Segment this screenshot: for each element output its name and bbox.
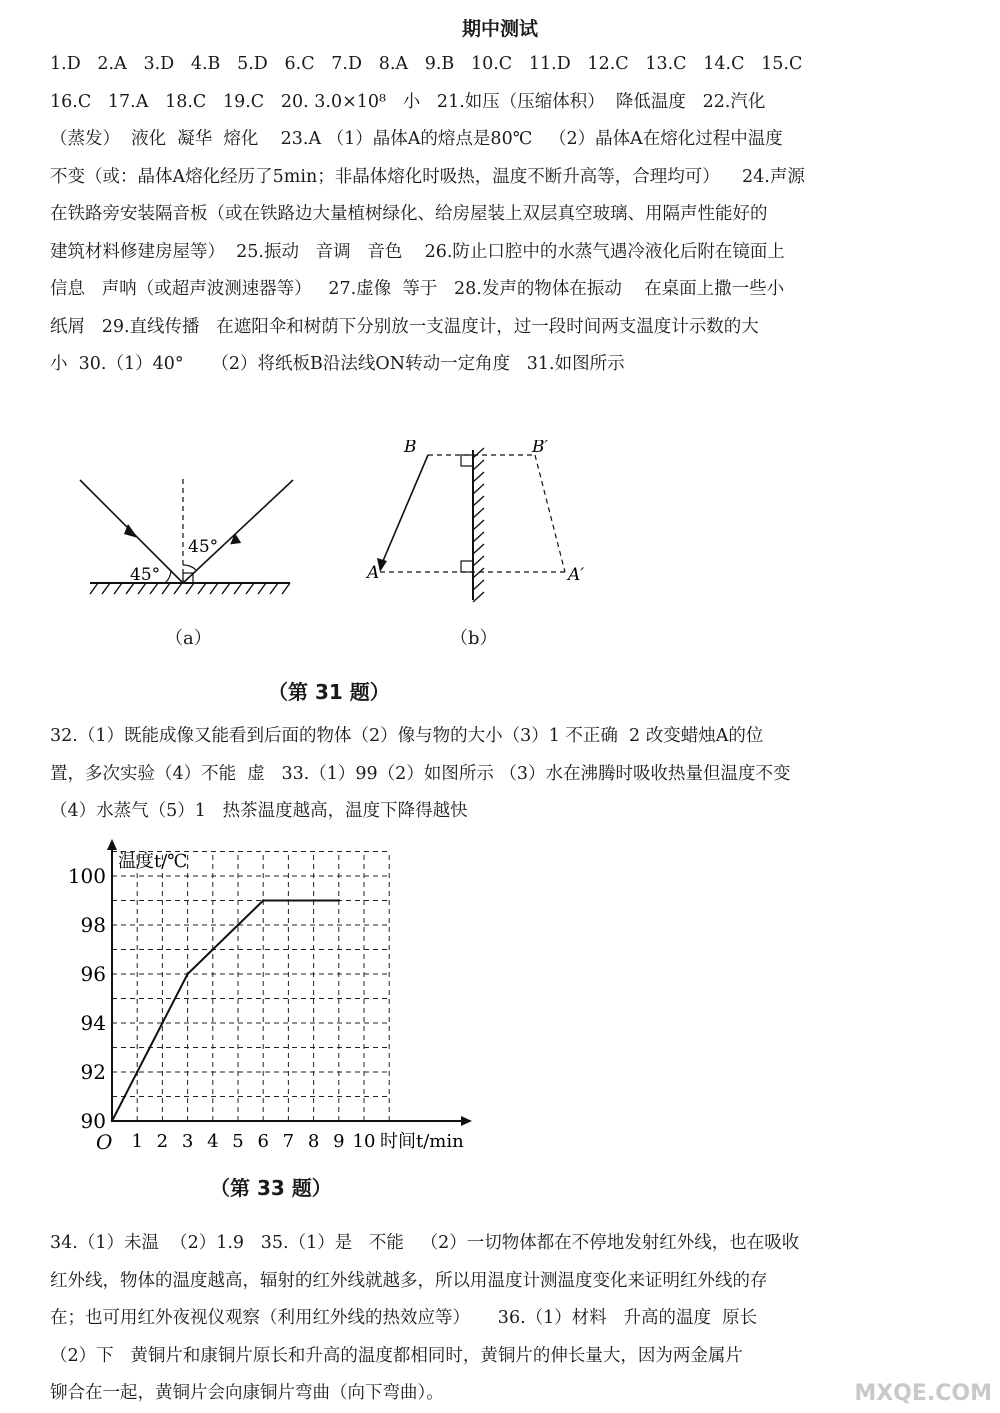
y-tick-label: 94 — [80, 1011, 106, 1035]
x-tick-label: 1 — [131, 1131, 143, 1152]
chart-grid — [112, 852, 389, 1122]
data-point — [262, 899, 264, 901]
figure-33-chart — [60, 835, 500, 1165]
data-point — [186, 973, 188, 975]
angle-label-incident: 45° — [130, 565, 161, 585]
x-tick-label: 7 — [282, 1131, 295, 1152]
data-point — [212, 948, 214, 950]
data-point — [111, 1120, 113, 1122]
x-tick-labels — [131, 1131, 375, 1152]
mirror-hatching — [90, 583, 290, 594]
reflected-ray — [183, 480, 293, 583]
y-tick-label: 92 — [80, 1060, 106, 1084]
y-tick-label: 90 — [80, 1109, 106, 1133]
data-point — [161, 1022, 163, 1024]
x-tick-label: 4 — [207, 1131, 219, 1152]
answers-block-2: 32.（1）既能成像又能看到后面的物体（2）像与物的大小（3）1 不正确 2 改变蜡烛A的位 置，多次实验（4）不能 虚 33.（1）99（2）如图所示 （3）水在沸腾时吸收热量但温度不变 （4）水蒸气（5）1 热茶温度越高，温度下降得越快 — [50, 726, 791, 821]
data-point — [237, 924, 239, 926]
y-tick-label: 100 — [67, 864, 106, 888]
watermark: MXQE.COM — [854, 1381, 992, 1406]
y-axis-arrow — [107, 839, 117, 850]
series-line-water-temperature — [112, 901, 339, 1122]
data-point — [136, 1071, 138, 1073]
y-tick-label: 98 — [80, 913, 106, 937]
y-tick-label: 96 — [80, 962, 106, 986]
data-point — [312, 899, 314, 901]
x-tick-label: 8 — [307, 1131, 320, 1152]
y-axis-title: 温度t/℃ — [118, 851, 188, 872]
right-angle-mark-bottom — [461, 561, 473, 572]
point-B-prime-label: B′ — [532, 440, 549, 457]
figure-33-caption: （第 33 题） — [210, 1176, 332, 1200]
figure-31a-reflection — [80, 475, 293, 594]
figure-31b-label: （b） — [450, 628, 498, 649]
point-A-prime-label: A′ — [568, 565, 585, 585]
data-point — [287, 899, 289, 901]
plane-mirror-hatching — [473, 448, 484, 602]
x-tick-label: 2 — [156, 1131, 169, 1152]
figure-31b-plane-mirror — [365, 440, 584, 602]
page-title: 期中测试 — [461, 18, 538, 40]
point-A-label: A — [367, 563, 380, 583]
angle-arc-reflect — [183, 565, 196, 570]
angle-label-reflect: 45° — [188, 537, 219, 557]
figure-31-caption: （第 31 题） — [268, 680, 390, 704]
angle-arc-incident — [165, 570, 171, 583]
figure-31a-label: （a） — [165, 628, 212, 649]
x-tick-label: 6 — [257, 1131, 269, 1152]
x-axis-arrow — [461, 1116, 472, 1126]
x-tick-label: 10 — [352, 1131, 376, 1152]
answers-block-1: 1.D 2.A 3.D 4.B 5.D 6.C 7.D 8.A 9.B 10.C 11.D 12.C 13.C 14.C 15.C 16.C 17.A 18.C 19.C 20. 3.0×10⁸ 小 21.如压（压缩体积） 降低温度 22.汽化 （蒸发） 液化 凝华 熔化 23.A （1）晶体A的熔点是80℃ （2）晶体A在熔化过程中温度 不变（或：晶体A熔化经历了5min；非晶体熔化时吸热，温度不断升高等，合理均可） 24.声源 在铁路旁安装隔音板（或在铁路边大量植树绿化、给房屋装上双层真空玻璃、用隔声性能好的 建筑材料修建房屋等） 25.振动 音调 音色 26.防止口腔中的水蒸气遇冷液化后附在镜面上 信息 声呐（或超声波测速器等） 27.虚像 等于 28.发声的物体在振动 在桌面上撒一些小 纸屑 29.直线传播 在遮阳伞和树荫下分别放一支温度计，过一段时间两支温度计示数的大 小 30.（1）40° （2）将纸板B沿法线ON转动一定角度 31.如图所示 — [50, 54, 805, 374]
series-points — [111, 899, 340, 1122]
data-point — [338, 899, 340, 901]
x-axis-title: 时间t/min — [380, 1131, 464, 1152]
x-tick-label: 3 — [181, 1131, 194, 1152]
answers-block-3: 34.（1）未温 （2）1.9 35.（1）是 不能 （2）一切物体都在不停地发射红外线，也在吸收 红外线，物体的温度越高，辐射的红外线就越多，所以用温度计测温度变化来证明红外线的存 在；也可用红外夜视仪观察（利用红外线的热效应等） 36.（1）材料 升高的温度 原长 （2）下 黄铜片和康铜片原长和升高的温度都相同时，黄铜片的伸长量大，因为两金属片 铆合在一起，黄铜片会向康铜片弯曲（向下弯曲）。 — [50, 1233, 800, 1403]
figure-31 — [70, 440, 630, 610]
x-tick-label: 5 — [232, 1131, 244, 1152]
origin-label: O — [96, 1130, 113, 1154]
right-angle-mark-top — [461, 455, 473, 466]
y-tick-labels — [68, 864, 106, 1133]
x-tick-label: 9 — [333, 1131, 345, 1152]
point-B-label: B — [404, 440, 417, 457]
image-arrow-A-prime-B-prime — [535, 455, 565, 572]
object-arrow-AB — [380, 455, 428, 568]
